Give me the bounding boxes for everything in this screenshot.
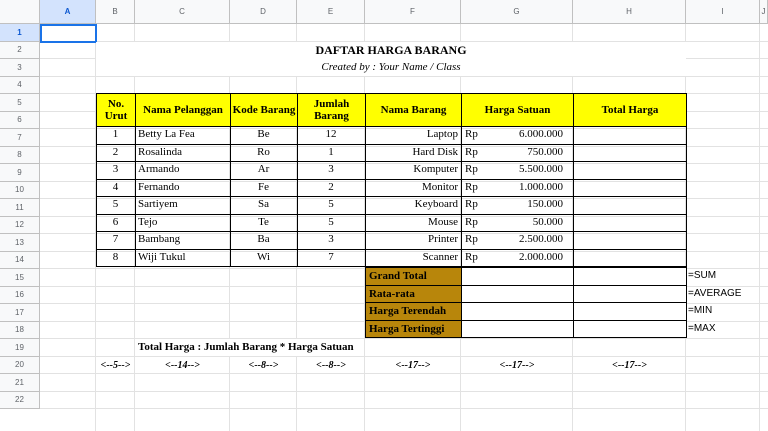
row-header-6[interactable]: 6 [0, 112, 40, 130]
table-row-kode: Sa [258, 198, 269, 210]
table-row-barang: Keyboard [414, 198, 458, 210]
column-header-d[interactable]: D [230, 0, 297, 24]
summary-value-h[interactable] [573, 285, 687, 304]
table-row-no: 7 [112, 233, 119, 245]
row-header-2[interactable]: 2 [0, 42, 40, 60]
table-row-no: 3 [112, 163, 119, 175]
column-width-note: <--5--> [100, 359, 131, 371]
column-width-note: <--8--> [248, 359, 279, 371]
table-row-kode: Te [258, 215, 269, 228]
row-header-16[interactable]: 16 [0, 287, 40, 305]
table-row-no: 2 [112, 145, 119, 158]
column-width-note: <--17--> [395, 359, 431, 371]
table-row-nama: Sartiyem [138, 198, 178, 210]
table-cell-border [573, 126, 687, 145]
row-header-12[interactable]: 12 [0, 217, 40, 235]
column-header-h[interactable]: H [573, 0, 686, 24]
formula-note: Total Harga : Jumlah Barang * Harga Satuan [138, 339, 354, 356]
row-header-13[interactable]: 13 [0, 234, 40, 252]
table-row-rp: Rp [465, 180, 478, 193]
table-row-no: 8 [112, 250, 119, 263]
table-row-nama: Rosalinda [138, 145, 182, 158]
table-row-jumlah: 7 [328, 250, 334, 263]
row-header-3[interactable]: 3 [0, 59, 40, 77]
table-row-rp: Rp [465, 233, 478, 245]
header-no: No. Urut [96, 93, 136, 127]
table-row-harga: 2.500.000 [519, 233, 563, 245]
table-row-no: 1 [112, 128, 119, 140]
table-row-jumlah: 12 [325, 128, 337, 140]
column-width-note: <--17--> [612, 359, 647, 371]
summary-value-h[interactable] [573, 267, 687, 286]
summary-value-g[interactable] [461, 285, 574, 304]
row-header-17[interactable]: 17 [0, 304, 40, 322]
row-header-8[interactable]: 8 [0, 147, 40, 165]
column-header-c[interactable]: C [135, 0, 230, 24]
sheet-subtitle: Created by : Your Name / Class [96, 59, 686, 76]
column-width-note: <--14--> [165, 359, 200, 371]
column-header-a[interactable]: A [40, 0, 96, 24]
summary-value-h[interactable] [573, 320, 687, 339]
table-row-barang: Mouse [428, 215, 458, 228]
column-header-g[interactable]: G [461, 0, 573, 24]
table-row-barang: Laptop [426, 128, 458, 140]
table-row-nama: Bambang [138, 233, 181, 245]
summary-formula: =MAX [688, 322, 716, 334]
row-header-11[interactable]: 11 [0, 199, 40, 217]
column-header-f[interactable]: F [365, 0, 461, 24]
table-row-barang: Scanner [422, 250, 458, 263]
table-row-harga: 50.000 [532, 215, 563, 228]
table-row-jumlah: 1 [328, 145, 334, 158]
table-row-harga: 5.500.000 [519, 163, 563, 175]
summary-value-g[interactable] [461, 320, 574, 339]
table-cell-border [573, 249, 687, 268]
table-row-no: 5 [112, 198, 119, 210]
row-header-22[interactable]: 22 [0, 392, 40, 410]
table-row-harga: 150.000 [527, 198, 563, 210]
summary-value-g[interactable] [461, 302, 574, 321]
table-row-jumlah: 5 [328, 198, 334, 210]
select-all-corner[interactable] [0, 0, 40, 24]
table-row-kode: Fe [258, 180, 269, 193]
table-cell-border [573, 196, 687, 215]
summary-formula: =AVERAGE [688, 287, 742, 299]
table-row-rp: Rp [465, 128, 478, 140]
table-row-harga: 2.000.000 [519, 250, 563, 263]
table-cell-border [573, 214, 687, 233]
table-row-nama: Fernando [138, 180, 180, 193]
table-row-rp: Rp [465, 163, 478, 175]
row-header-7[interactable]: 7 [0, 129, 40, 147]
table-row-no: 4 [112, 180, 119, 193]
row-header-20[interactable]: 20 [0, 357, 40, 375]
table-row-kode: Ro [257, 145, 270, 158]
header-nama: Nama Pelanggan [135, 93, 231, 127]
table-cell-border [573, 161, 687, 180]
table-row-kode: Be [257, 128, 270, 140]
summary-value-g[interactable] [461, 267, 574, 286]
row-gridline [40, 391, 768, 392]
column-width-note: <--17--> [499, 359, 535, 371]
header-jumlah: Jumlah Barang [297, 93, 366, 127]
table-row-no: 6 [112, 215, 119, 228]
column-header-i[interactable]: I [686, 0, 760, 24]
table-cell-border [573, 144, 687, 163]
summary-label: Grand Total [365, 267, 462, 286]
sheet-title: DAFTAR HARGA BARANG [96, 42, 686, 59]
table-row-kode: Wi [257, 250, 270, 263]
table-row-harga: 1.000.000 [519, 180, 563, 193]
table-row-nama: Armando [138, 163, 180, 175]
row-header-10[interactable]: 10 [0, 182, 40, 200]
table-row-harga: 6.000.000 [519, 128, 563, 140]
row-header-21[interactable]: 21 [0, 374, 40, 392]
row-header-14[interactable]: 14 [0, 252, 40, 270]
table-row-kode: Ba [257, 233, 270, 245]
row-header-18[interactable]: 18 [0, 322, 40, 340]
table-row-barang: Hard Disk [412, 145, 458, 158]
column-header-j[interactable]: J [760, 0, 768, 24]
table-row-nama: Tejo [138, 215, 158, 228]
column-width-note: <--8--> [316, 359, 346, 371]
column-gridline [759, 24, 760, 431]
header-barang: Nama Barang [365, 93, 462, 127]
table-row-nama: Wiji Tukul [138, 250, 186, 263]
table-row-jumlah: 2 [328, 180, 334, 193]
row-gridline [40, 408, 768, 409]
header-total: Total Harga [573, 93, 687, 127]
row-header-9[interactable]: 9 [0, 164, 40, 182]
table-row-rp: Rp [465, 215, 478, 228]
table-row-jumlah: 3 [328, 233, 334, 245]
table-cell-border [573, 179, 687, 198]
summary-formula: =MIN [688, 305, 713, 316]
column-header-e[interactable]: E [297, 0, 365, 24]
table-row-rp: Rp [465, 250, 478, 263]
table-row-barang: Printer [428, 233, 458, 245]
table-row-barang: Komputer [413, 163, 458, 175]
table-row-nama: Betty La Fea [138, 128, 195, 140]
table-row-kode: Ar [257, 163, 270, 175]
table-cell-border [573, 231, 687, 250]
row-header-5[interactable]: 5 [0, 94, 40, 112]
table-row-jumlah: 5 [328, 215, 334, 228]
table-row-barang: Monitor [421, 180, 458, 193]
summary-label: Harga Terendah [365, 302, 462, 321]
header-kode: Kode Barang [230, 93, 298, 127]
summary-value-h[interactable] [573, 302, 687, 321]
table-row-rp: Rp [465, 198, 478, 210]
table-row-rp: Rp [465, 145, 478, 158]
table-row-harga: 750.000 [527, 145, 563, 158]
summary-label: Rata-rata [365, 285, 462, 304]
row-header-1[interactable]: 1 [0, 24, 40, 42]
column-header-b[interactable]: B [96, 0, 135, 24]
header-harga: Harga Satuan [461, 93, 574, 127]
table-row-jumlah: 3 [328, 163, 334, 175]
row-header-19[interactable]: 19 [0, 339, 40, 357]
summary-label: Harga Tertinggi [365, 320, 462, 339]
selected-cell-a1[interactable] [40, 24, 97, 43]
row-header-15[interactable]: 15 [0, 269, 40, 287]
summary-formula: =SUM [688, 270, 717, 281]
row-header-4[interactable]: 4 [0, 77, 40, 95]
